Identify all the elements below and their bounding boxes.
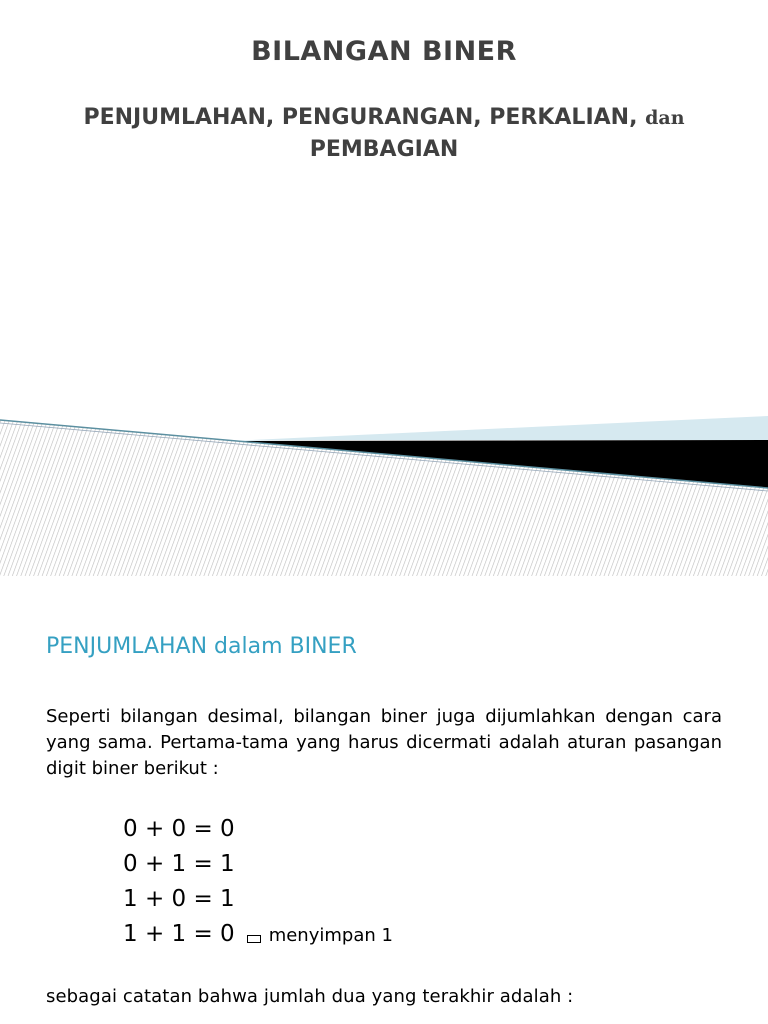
rule-item-carry xyxy=(123,917,393,953)
section-heading: PENJUMLAHAN dalam BINER xyxy=(46,634,357,659)
rule-item: 0 + 1 = 1 xyxy=(123,851,235,877)
rule-item: 1 + 1 = 0 xyxy=(123,921,235,947)
subtitle-small: dan xyxy=(645,107,685,129)
rule-item: 0 + 0 = 0 xyxy=(123,816,235,842)
subtitle-main: PENJUMLAHAN, PENGURANGAN, PERKALIAN, xyxy=(83,105,638,130)
light-blue-wedge xyxy=(230,416,768,441)
intro-paragraph: Seperti bilangan desimal, bilangan biner juga dijumlahkan dengan cara yang sama. Pertama-tama yang harus dicermati adalah aturan pasangan digit biner berikut : xyxy=(46,706,722,779)
rules-list xyxy=(123,812,393,953)
footer-note: sebagai catatan bahwa jumlah dua yang terakhir adalah : xyxy=(46,986,574,1007)
content-slide xyxy=(0,576,768,1024)
rule-item: 1 + 0 = 1 xyxy=(123,886,235,912)
subtitle-line2: PEMBAGIAN xyxy=(309,137,459,162)
slide-title: BILANGAN BINER xyxy=(251,36,517,67)
carry-note: menyimpan 1 xyxy=(268,925,393,946)
arrow-box-icon xyxy=(247,935,261,943)
slide-subtitle xyxy=(20,102,748,165)
decorative-banner xyxy=(0,410,768,576)
